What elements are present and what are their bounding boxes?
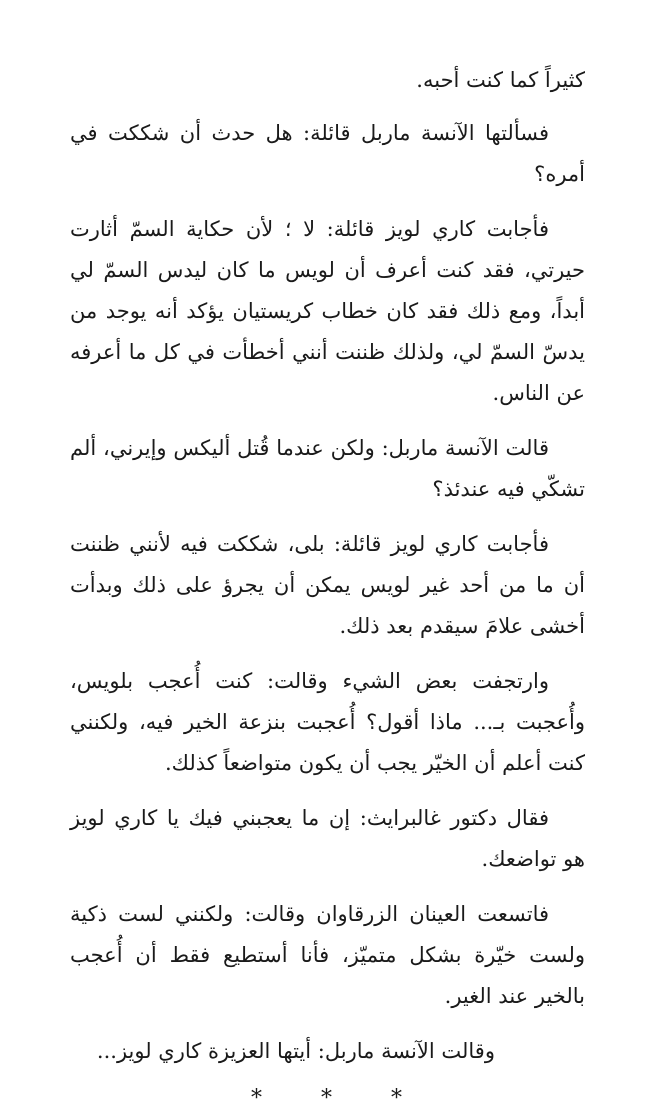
paragraph-marple-question: فسألتها الآنسة ماربل قائلة: هل حدث أن شككت في أمره؟ xyxy=(70,121,585,186)
section-separator-asterisks: * * * xyxy=(251,1086,428,1111)
paragraph-blue-eyes-reply: فاتسعت العينان الزرقاوان وقالت: ولكنني لست ذكية ولست خيّرة بشكل متميّز، فأنا أستطيع فقط أن أُعجب بالخير عند الغير. xyxy=(70,902,585,1008)
paragraph-continuation: كثيراً كما كنت أحبه. xyxy=(416,68,585,92)
paragraph-marple-alex-ernie: قالت الآنسة ماربل: ولكن عندما قُتل أليكس وإيرني، ألم تشكّي فيه عندئذ؟ xyxy=(70,436,585,501)
paragraph-marple-final: وقالت الآنسة ماربل: أيتها العزيزة كاري لويز... xyxy=(96,1039,495,1063)
paragraph-carrie-louise-answer-poison: فأجابت كاري لويز قائلة: لا ؛ لأن حكاية السمّ أثارت حيرتي، فقد كنت أعرف أن لويس ما كان ليدس السمّ لي أبداً، ومع ذلك فقد كان خطاب كريستيان يؤكد أنه يوجد من يدسّ السمّ لي، ولذلك ظننت أنني أخطأت في كل ما أعرفه عن الناس. xyxy=(70,217,585,405)
paragraph-carrie-louise-admiration: وارتجفت بعض الشيء وقالت: كنت أُعجب بلويس، وأُعجبت بـ... ماذا أقول؟ أُعجبت بنزعة الخير فيه، ولكنني كنت أعلم أن الخيّر يجب أن يكون متواضعاً كذلك. xyxy=(70,669,585,775)
paragraph-galbraith-humility: فقال دكتور غالبرايث: إن ما يعجبني فيك يا كاري لويز هو تواضعك. xyxy=(70,806,585,871)
paragraph-carrie-louise-suspicion: فأجابت كاري لويز قائلة: بلى، شككت فيه لأنني ظننت أن ما من أحد غير لويس يمكن أن يجرؤ على ذلك وبدأت أخشى علامَ سيقدم بعد ذلك. xyxy=(70,532,585,638)
